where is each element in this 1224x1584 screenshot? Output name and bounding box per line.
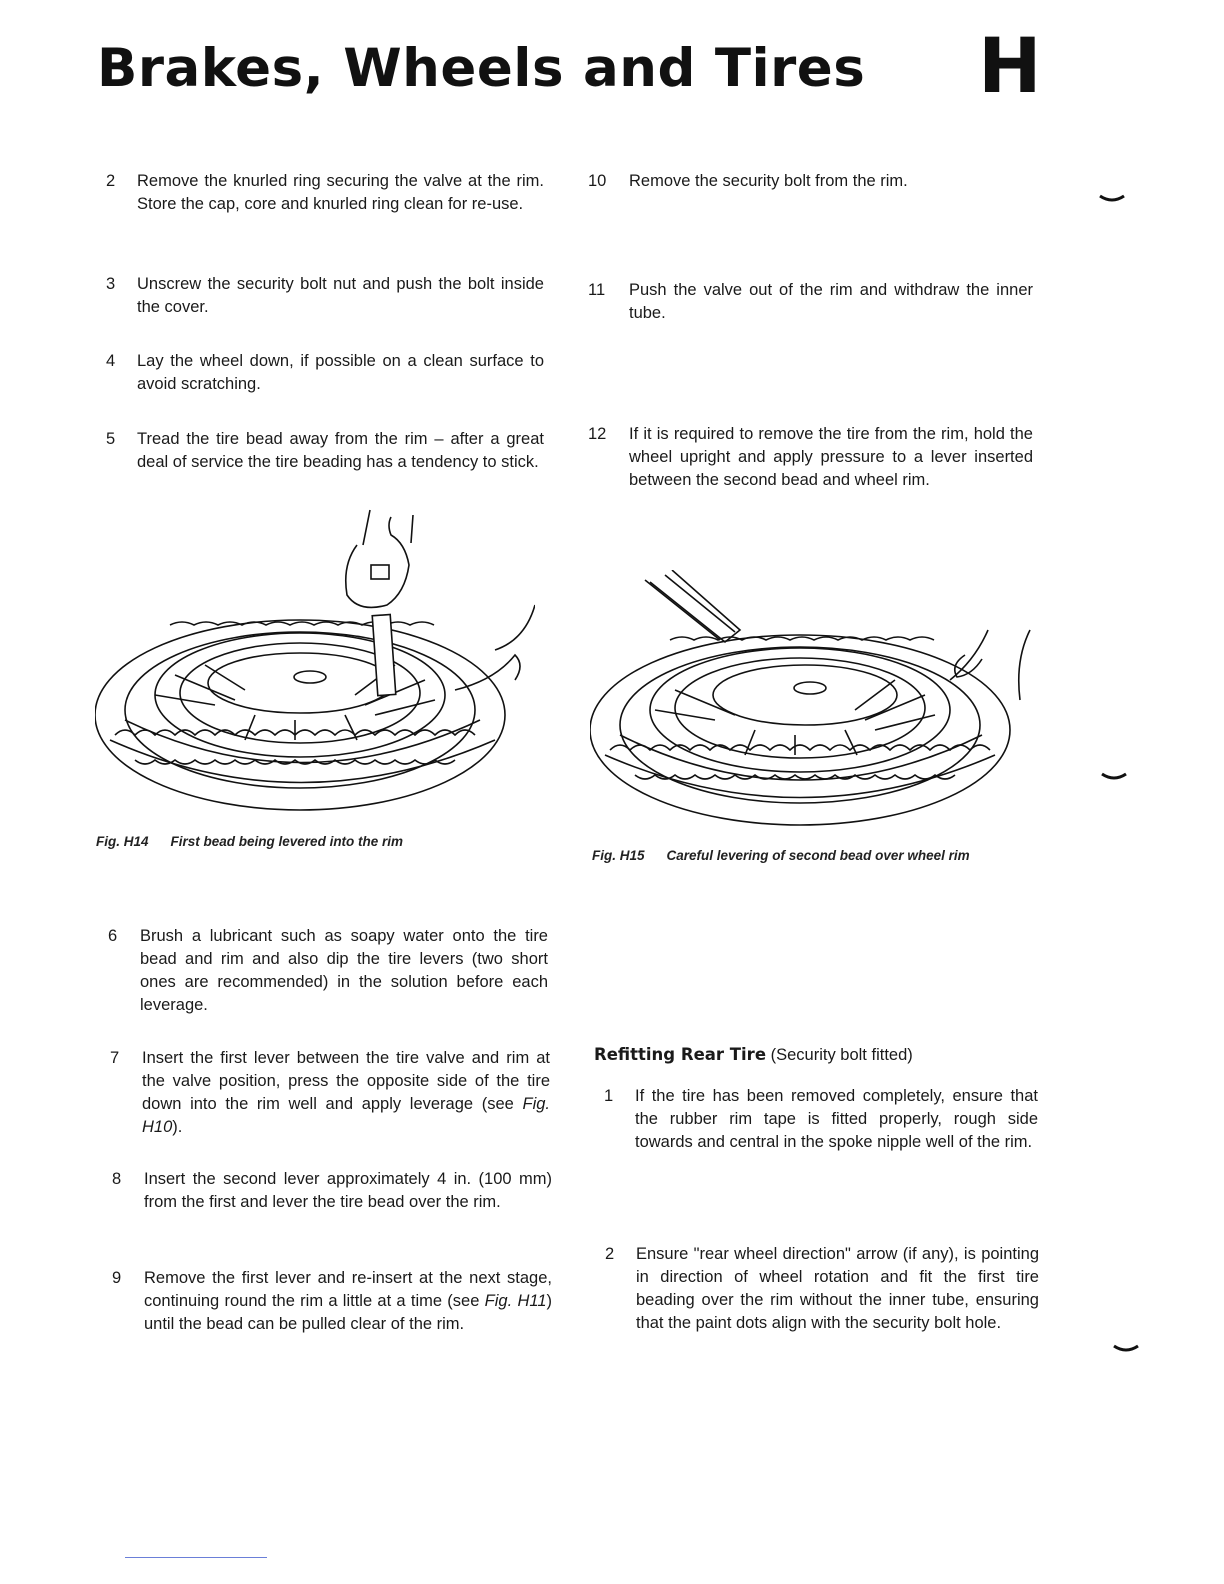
step-text: Lay the wheel down, if possible on a clean surface to avoid scratching.: [137, 352, 544, 393]
step-number: 9: [112, 1269, 122, 1287]
step-text: Unscrew the security bolt nut and push the bolt inside the cover.: [137, 275, 544, 316]
figure-h14-caption: [96, 834, 403, 849]
binding-mark: [1100, 770, 1130, 784]
section-letter: H: [978, 21, 1042, 110]
heading-title: Refitting Rear Tire: [594, 1045, 767, 1064]
step-number: 7: [110, 1049, 120, 1067]
step-text: Insert the second lever approximately 4 in. (100 mm) from the first and lever the tire bead over the rim.: [144, 1170, 552, 1211]
figure-caption-text: Careful levering of second bead over wheel rim: [666, 848, 970, 863]
step-number: 3: [106, 275, 116, 293]
footer-rule: [125, 1557, 267, 1558]
step-text-main: Remove the first lever and re-insert at the next stage, continuing round the rim a little at a time (see: [144, 1269, 552, 1310]
step-number: 4: [106, 352, 116, 370]
section-heading: [594, 1045, 913, 1065]
step-number: 12: [588, 425, 607, 443]
figure-h14-illustration: [95, 505, 535, 825]
step-number: 1: [604, 1087, 614, 1105]
step-number: 10: [588, 172, 607, 190]
step-text: Brush a lubricant such as soapy water onto the tire bead and rim and also dip the tire levers (two short ones are recommended) in the solution before each leverage.: [140, 927, 548, 1014]
binding-mark: [1098, 192, 1128, 206]
step-number: 8: [112, 1170, 122, 1188]
figure-reference: Fig. H11: [484, 1292, 547, 1310]
figure-reference: Fig. H10: [142, 1095, 550, 1136]
step-text: Tread the tire bead away from the rim – after a great deal of service the tire beading has a tendency to stick.: [137, 430, 544, 471]
step-text: Remove the security bolt from the rim.: [629, 172, 908, 190]
step-text: Remove the knurled ring securing the valve at the rim. Store the cap, core and knurled ring clean for re-use.: [137, 172, 544, 213]
step-text-tail: ).: [172, 1118, 183, 1136]
step-number: 11: [588, 281, 606, 299]
figure-label: Fig. H14: [96, 834, 149, 849]
heading-subtitle: (Security bolt fitted): [770, 1046, 913, 1064]
step-text: Push the valve out of the rim and withdraw the inner tube.: [629, 281, 1033, 322]
step-text: If it is required to remove the tire from the rim, hold the wheel upright and apply pressure to a lever inserted between the second bead and wheel rim.: [629, 425, 1033, 489]
step-number: 2: [605, 1245, 615, 1263]
figure-h15-illustration: [590, 570, 1035, 835]
step-number: 5: [106, 430, 116, 448]
figure-h15-caption: [592, 848, 970, 863]
figure-caption-text: First bead being levered into the rim: [170, 834, 404, 849]
step-text-main: Insert the first lever between the tire valve and rim at the valve position, press the opposite side of the tire down into the rim well and apply leverage (see: [142, 1049, 550, 1113]
step-text: If the tire has been removed completely, ensure that the rubber rim tape is fitted properly, rough side towards and central in the spoke nipple well of the rim.: [635, 1087, 1038, 1151]
step-text: [144, 1267, 552, 1336]
step-text: [142, 1047, 550, 1139]
step-number: 2: [106, 172, 116, 190]
step-text: Ensure "rear wheel direction" arrow (if any), is pointing in direction of wheel rotation and fit the first tire beading over the rim without the inner tube, ensuring that the paint dots align with the security bolt hole.: [636, 1245, 1039, 1332]
binding-mark: [1112, 1342, 1142, 1356]
figure-label: Fig. H15: [592, 848, 645, 863]
page-title: Brakes, Wheels and Tires: [97, 38, 866, 99]
step-number: 6: [108, 927, 118, 945]
step-text-tail: ) until the bead can be pulled clear of the rim.: [144, 1292, 552, 1333]
